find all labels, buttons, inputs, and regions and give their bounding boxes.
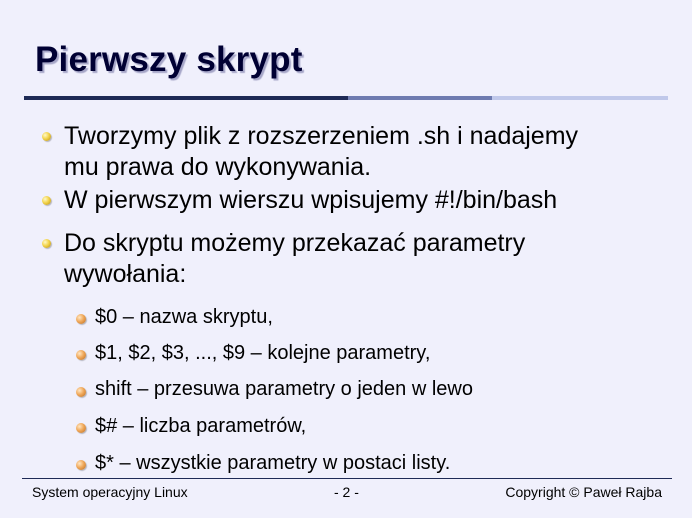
sub-bullet-icon: [76, 350, 86, 360]
footer-divider: [22, 478, 672, 479]
footer-left: System operacyjny Linux: [32, 484, 188, 500]
sub-bullet-text-3: shift – przesuwa parametry o jeden w lewo: [95, 378, 473, 400]
bullet-text-2: W pierwszym wierszu wpisujemy #!/bin/bash: [64, 186, 558, 214]
slide-title: Pierwszy skrypt: [35, 40, 303, 79]
bullet-icon: [42, 132, 51, 141]
sub-bullet-text-1: $0 – nazwa skryptu,: [95, 306, 273, 328]
bullet-text-3-line-2: wywołania:: [64, 260, 187, 288]
page-number: - 2 -: [334, 484, 359, 500]
bullet-text-1-line-2: mu prawa do wykonywania.: [64, 153, 372, 181]
sub-bullet-text-5: $* – wszystkie parametry w postaci listy.: [95, 452, 451, 474]
sub-bullet-icon: [76, 460, 86, 470]
title-underline-dark: [24, 96, 348, 100]
bullet-icon: [42, 196, 51, 205]
title-underline-mid: [348, 96, 492, 100]
sub-bullet-text-4: $# – liczba parametrów,: [95, 415, 307, 437]
sub-bullet-icon: [76, 314, 86, 324]
sub-bullet-icon: [76, 423, 86, 433]
bullet-icon: [42, 239, 51, 248]
footer-right: Copyright © Paweł Rajba: [505, 484, 662, 500]
bullet-text-3-line-1: Do skryptu możemy przekazać parametry: [64, 229, 526, 257]
bullet-text-1-line-1: Tworzymy plik z rozszerzeniem .sh i nadajemy: [64, 122, 579, 150]
title-underline-light: [492, 96, 668, 100]
sub-bullet-icon: [76, 387, 86, 397]
sub-bullet-text-2: $1, $2, $3, ..., $9 – kolejne parametry,: [95, 342, 431, 364]
